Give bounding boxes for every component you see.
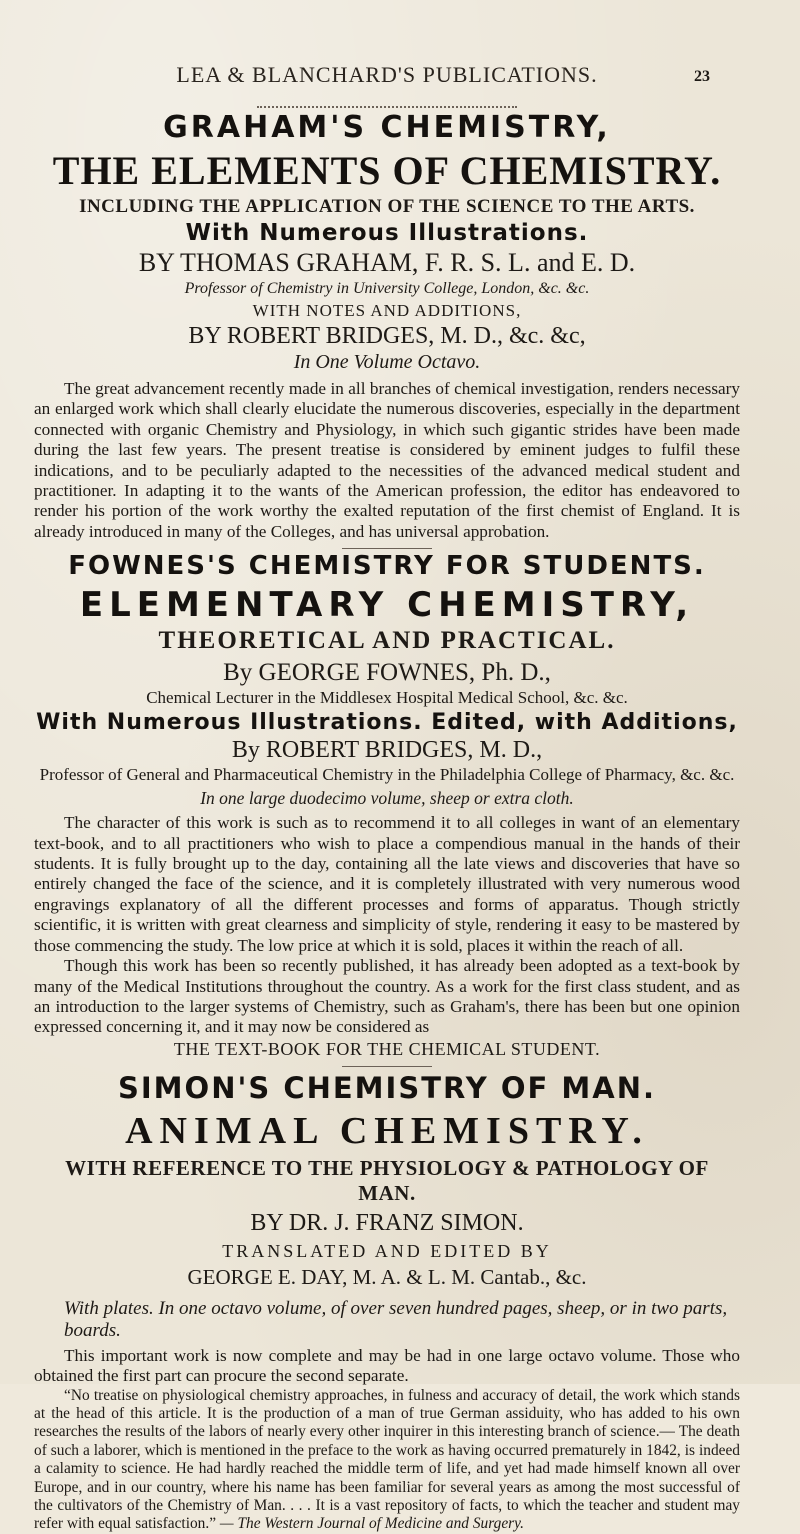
section-divider (342, 1066, 432, 1067)
section-divider (342, 548, 432, 549)
simon-advertisement (34, 1071, 740, 1534)
running-head: LEA & BLANCHARD'S PUBLICATIONS. (176, 62, 598, 87)
page-header (34, 62, 740, 96)
graham-editor: BY ROBERT BRIDGES, M. D., &c. &c, (188, 323, 586, 349)
fownes-by-line: By GEORGE FOWNES, Ph. D., (223, 659, 551, 687)
page-number: 23 (694, 68, 710, 85)
fownes-description-1: The character of this work is such as to recommend it to all colleges in want of an elementary text-book, and to all practitioners who wish to place a compendious manual in the hands of their students. It is fully brought up to the day, containing all the late views and discoveries that have so entirely changed the face of the science, and it is completely illustrated with very numerous wood engravings explanatory of all the different processes and forms of apparatus. Though strictly scientific, it is written with great clearness and simplicity of style, rendering it easy to be mastered by those commencing the study. The low price at which it is sold, places it within the reach of all. (34, 813, 740, 955)
simon-translated: TRANSLATED AND EDITED BY (222, 1240, 552, 1261)
graham-illustrations: With Numerous Illustrations. (185, 220, 589, 246)
simon-author-title: SIMON'S CHEMISTRY OF MAN. (118, 1070, 656, 1105)
fownes-illustrations: With Numerous Illustrations. Edited, with Additions, (36, 710, 738, 736)
simon-main-title: ANIMAL CHEMISTRY. (125, 1109, 649, 1152)
header-ornament-rule (257, 100, 517, 108)
simon-review-source: — The Western Journal of Medicine and Surgery. (219, 1515, 524, 1533)
simon-review (34, 1387, 740, 1534)
simon-format: With plates. In one octavo volume, of over seven hundred pages, sheep, or in two parts, boards. (64, 1297, 728, 1341)
fownes-advertisement (34, 551, 740, 1059)
graham-advertisement (34, 110, 740, 542)
fownes-subtitle: THEORETICAL AND PRACTICAL. (158, 627, 616, 655)
fownes-closing: THE TEXT-BOOK FOR THE CHEMICAL STUDENT. (173, 1038, 601, 1059)
fownes-affiliation: Chemical Lecturer in the Middlesex Hospital Medical School, &c. &c. (146, 688, 628, 708)
simon-description: This important work is now complete and may be had in one large octavo volume. Those who obtained the first part can procure the second separate. (34, 1345, 740, 1386)
fownes-description-2: Though this work has been so recently published, it has already been adopted as a text-book by many of the Medical Institutions throughout the country. As a work for the first class student, and as an introduction to the larger systems of Chemistry, such as Graham's, there has been but one opinion expressed concerning it, and it may now be considered as (34, 956, 740, 1037)
graham-format: In One Volume Octavo. (293, 351, 481, 373)
fownes-editor: By ROBERT BRIDGES, M. D., (231, 737, 543, 764)
fownes-editor-affiliation: Professor of General and Pharmaceutical Chemistry in the Philadelphia College of Pharmacy, &c. &c. (39, 765, 735, 785)
fownes-format: In one large duodecimo volume, sheep or extra cloth. (200, 788, 574, 809)
graham-affiliation: Professor of Chemistry in University College, London, &c. &c. (184, 280, 590, 297)
graham-notes: WITH NOTES AND ADDITIONS, (252, 301, 522, 320)
graham-main-title: THE ELEMENTS OF CHEMISTRY. (52, 148, 722, 193)
graham-author-title: GRAHAM'S CHEMISTRY, (163, 110, 611, 145)
simon-translators: GEORGE E. DAY, M. A. & L. M. Cantab., &c. (187, 1264, 587, 1289)
fownes-author-title: FOWNES'S CHEMISTRY FOR STUDENTS. (68, 551, 706, 582)
graham-by-line: BY THOMAS GRAHAM, F. R. S. L. and E. D. (138, 248, 636, 277)
simon-subtitle: WITH REFERENCE TO THE PHYSIOLOGY & PATHOLOGY OF MAN. (65, 1155, 709, 1205)
simon-review-text: “No treatise on physiological chemistry approaches, in fulness and accuracy of detail, the work which stands at the head of this article. It is the production of a man of true German assiduity, who has added to his own researches the results of the labors of nearly every other inquirer in this interesting branch of science.— The death of such a laborer, which is mentioned in the preface to the work as having occurred prematurely in 1842, is indeed a calamity to science. He had hardly reached the middle term of life, and yet had made himself known all over Europe, and in our country, where his name has been familiar for several years as among the most successful of the cultivators of the Chemistry of Man. . . . It is a vast repository of facts, to which the teacher and student may refer with equal satisfaction.” (34, 1386, 740, 1533)
fownes-main-title: ELEMENTARY CHEMISTRY, (79, 585, 695, 626)
graham-subtitle: INCLUDING THE APPLICATION OF THE SCIENCE TO THE ARTS. (79, 196, 695, 217)
graham-description: The great advancement recently made in all branches of chemical investigation, renders necessary an enlarged work which shall clearly elucidate the numerous discoveries, especially in the department connected with organic Chemistry and Physiology, in which such gigantic strides have been made during the last few years. The present treatise is considered by eminent judges to fulfil these indications, and to be peculiarly adapted to the necessities of the advanced medical student and practitioner. In adapting it to the wants of the American profession, the editor has endeavored to render his portion of the work worthy the exalted reputation of the first chemist of England. It is already introduced in many of the Colleges, and has universal approbation. (34, 379, 740, 541)
simon-by-line: BY DR. J. FRANZ SIMON. (250, 1209, 524, 1236)
